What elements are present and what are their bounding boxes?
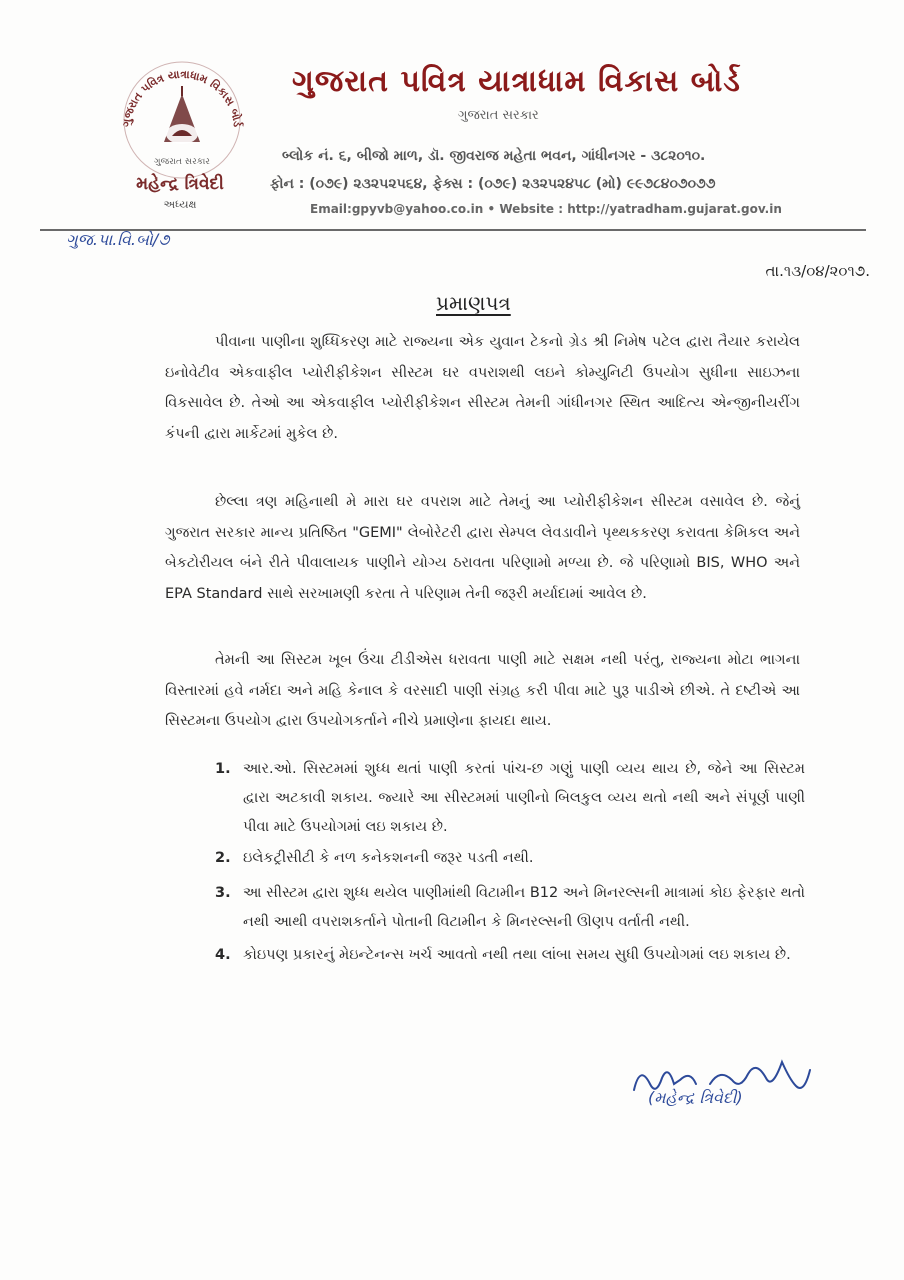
org-website: Website : http://yatradham.gujarat.gov.in [499,202,782,216]
list-text: આર.ઓ. સિસ્ટમમાં શુધ્ધ થતાં પાણી કરતાં પાંચ-છ ગણું પાણી વ્યય થાય છે, જેને આ સિસ્ટમ દ્વારા અટકાવી શકાય. જ્યારે આ સીસ્ટમમાં પાણીનો બિલકુલ વ્યય થતો નથી અને સંપૂર્ણ પાણી પીવા માટે ઉપયોગમાં લઇ શકાય છે. [243,761,805,835]
chairman-name: મહેન્દ્ર ત્રિવેદી [136,174,224,194]
list-text: ઇલેકટ્રીસીટી કે નળ કનેકશનની જરૂર પડતી નથી. [243,850,534,866]
benefits-list [215,755,805,970]
body-paragraph-2: છેલ્લા ત્રણ મહિનાથી મે મારા ઘર વપરાશ માટે તેમનું આ પ્યોરીફીકેશન સીસ્ટમ વસાવેલ છે. જેનું ગુજરાત સરકાર માન્ય પ્રતિષ્ઠિત "GEMI" લેબોરેટરી દ્વારા સેમ્પલ લેવડાવીને પૃથ્થકકરણ કરાવતા કેમિકલ અને બેકટોરીયલ બંને રીતે પીવાલાયક પાણીને યોગ્ય ઠરાવતા પરિણામો મળ્યા છે. જે પરિણામો BIS, WHO અને EPA Standard સાથે સરખામણી કરતા તે પરિણામ તેની જરૂરી મર્યાદામાં આવેલ છે. [165,494,800,602]
org-contact [310,202,890,216]
org-address: બ્લોક નં. ૬, બીજો માળ, ડૉ. જીવરાજ મહેતા ભવન, ગાંધીનગર - ૩૮૨૦૧૦. [282,148,706,164]
chairman-block [95,174,265,212]
list-text: આ સીસ્ટમ દ્વારા શુધ્ધ થયેલ પાણીમાંથી વિટામીન B12 અને મિનરલ્સની માત્રામાં કોઇ ફેરફાર થતો નથી આથી વપરાશકર્તાને પોતાની વિટામીન કે મિનરલ્સની ઊણપ વર્તાતી નથી. [243,885,805,930]
list-item [215,941,805,970]
list-item [215,844,805,873]
org-phones: ફોન : (૦૭૯) ૨૩૨૫૨૫૬૪, ફેક્સ : (૦૭૯) ૨૩૨૫૨૪૫૮ (મો) ૯૯૭૮૪૦૭૦૭૭ [270,176,716,192]
contact-separator: • [487,202,496,216]
reference-number: ગુજ.પા.વિ.બો/૭ [66,230,170,249]
letter-date: તા.૧૩/૦૪/૨૦૧૭. [765,262,870,280]
signatory-name: (મહેન્દ્ર ત્રિવેદી) [648,1088,743,1107]
seal-bottom-text: ગુજરાત સરકાર [154,157,210,167]
certificate-heading: પ્રમાણપત્ર [436,291,511,315]
list-text: કોઇપણ પ્રકારનું મેઇન્ટેનન્સ ખર્ચ આવતો નથી તથા લાંબા સમય સુધી ઉપયોગમાં લઇ શકાય છે. [243,947,791,963]
list-item [215,879,805,937]
body-paragraph-3: તેમની આ સિસ્ટમ ખૂબ ઉંચા ટીડીએસ ધરાવતા પાણી માટે સક્ષમ નથી પરંતુ, રાજ્યના મોટા ભાગના વિસ્તારમાં હવે નર્મદા અને મહિ કેનાલ કે વરસાદી પાણી સંગ્રહ કરી પીવા માટે પુરૂ પાડીએ છીએ. તે દષ્ટીએ આ સિસ્ટમના ઉપયોગ દ્વારા ઉપયોગકર્તાને નીચે પ્રમાણેના ફાયદા થાય. [165,652,800,729]
org-email: Email:gpyvb@yahoo.co.in [310,202,484,216]
org-name: ગુજરાત પવિત્ર યાત્રાધામ વિકાસ બોર્ડ [292,64,741,99]
org-subtitle: ગુજરાત સરકાર [458,108,539,123]
list-number: 1. [215,761,231,777]
seal-arc-text: ગુજરાત પવિત્ર યાત્રાધામ વિકાસ બોર્ડ [120,67,244,128]
list-item [215,755,805,842]
list-number: 4. [215,947,231,963]
list-number: 3. [215,885,231,901]
board-seal-logo [112,52,252,182]
chairman-title: અધ્યક્ષ [163,198,197,211]
list-number: 2. [215,850,231,866]
body-paragraph-1: પીવાના પાણીના શુધ્ધિકરણ માટે રાજ્યના એક યુવાન ટેકનો ગ્રેડ શ્રી નિમેષ પટેલ દ્વારા તૈયાર કરાયેલ ઇનોવેટીવ એકવાફીલ પ્યોરીફીકેશન સીસ્ટમ ઘર વપરાશથી લઇને કોમ્યુનિટી ઉપયોગ સુધીના સાઇઝના વિકસાવેલ છે. તેઓ આ એકવાફીલ પ્યોરીફીકેશન સીસ્ટમ તેમની ગાંધીનગર સ્થિત આદિત્ય એન્જીનીયરીંગ કંપની દ્વારા માર્કેટમાં મુકેલ છે. [165,334,800,442]
